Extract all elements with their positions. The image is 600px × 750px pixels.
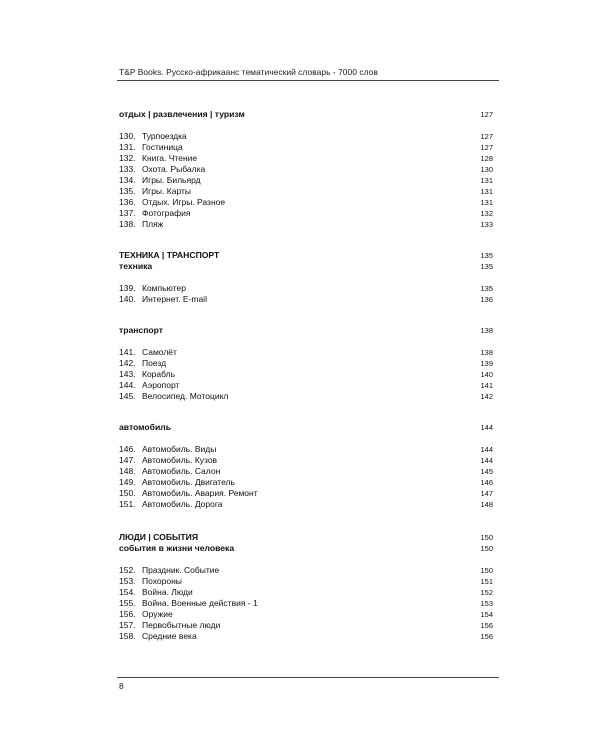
toc-entry	[119, 358, 493, 369]
toc-heading	[119, 250, 493, 261]
entry-page: 146	[480, 478, 493, 487]
entry-title: Корабль	[142, 369, 176, 379]
entry-number: 134.	[119, 175, 136, 185]
toc-entry	[119, 466, 493, 477]
toc-entry	[119, 598, 493, 609]
entry-title: Фотография	[142, 208, 191, 218]
entry-page: 154	[480, 610, 493, 619]
toc-entry	[119, 444, 493, 455]
page-number: 8	[119, 681, 124, 691]
entry-page: 131	[480, 176, 493, 185]
heading-page: 150	[480, 544, 493, 553]
heading-page: 138	[480, 326, 493, 335]
toc-entry	[119, 477, 493, 488]
entry-number: 157.	[119, 620, 136, 630]
entry-page: 131	[480, 187, 493, 196]
toc-heading	[119, 422, 493, 433]
heading-label: события в жизни человека	[119, 543, 235, 553]
entry-title: Велосипед. Мотоцикл	[142, 391, 229, 401]
entry-title: Аэропорт	[142, 380, 180, 390]
footer-rule	[117, 677, 499, 678]
entry-page: 128	[480, 154, 493, 163]
toc-heading	[119, 325, 493, 336]
entry-title: Средние века	[142, 631, 197, 641]
toc-entry	[119, 455, 493, 466]
entry-page: 139	[480, 359, 493, 368]
toc-entry	[119, 587, 493, 598]
entry-number: 137.	[119, 208, 136, 218]
toc-entry	[119, 620, 493, 631]
entry-number: 138.	[119, 219, 136, 229]
toc-entry	[119, 294, 493, 305]
entry-title: Война. Люди	[142, 587, 193, 597]
entry-number: 155.	[119, 598, 136, 608]
entry-title: Пляж	[142, 219, 164, 229]
toc-entry	[119, 153, 493, 164]
toc-entry	[119, 219, 493, 230]
entry-title: Оружие	[142, 609, 173, 619]
heading-label: транспорт	[119, 325, 163, 335]
running-header: T&P Books. Русско-африкаанс тематический словарь - 7000 слов	[119, 67, 378, 77]
entry-page: 127	[480, 132, 493, 141]
entry-number: 156.	[119, 609, 136, 619]
entry-number: 143.	[119, 369, 136, 379]
toc-entry	[119, 175, 493, 186]
entry-number: 133.	[119, 164, 136, 174]
toc-entry	[119, 499, 493, 510]
entry-number: 153.	[119, 576, 136, 586]
entry-title: Поезд	[142, 358, 167, 368]
heading-page: 127	[480, 110, 493, 119]
entry-page: 144	[480, 456, 493, 465]
heading-label: отдых | развлечения | туризм	[119, 109, 245, 119]
entry-page: 145	[480, 467, 493, 476]
toc-entry	[119, 164, 493, 175]
entry-page: 127	[480, 143, 493, 152]
heading-label: автомобиль	[119, 422, 172, 432]
entry-number: 131.	[119, 142, 136, 152]
entry-number: 144.	[119, 380, 136, 390]
entry-title: Интернет. E-mail	[142, 294, 207, 304]
toc-entry	[119, 186, 493, 197]
toc-entry	[119, 197, 493, 208]
entry-title: Отдых. Игры. Разное	[142, 197, 226, 207]
toc-entry	[119, 283, 493, 294]
entry-number: 145.	[119, 391, 136, 401]
heading-label: ЛЮДИ | СОБЫТИЯ	[119, 532, 199, 542]
toc-entry	[119, 131, 493, 142]
entry-title: Автомобиль. Двигатель	[142, 477, 235, 487]
entry-title: Самолёт	[142, 347, 177, 357]
entry-number: 147.	[119, 455, 136, 465]
entry-title: Игры. Бильярд	[142, 175, 201, 185]
entry-page: 156	[480, 632, 493, 641]
entry-page: 141	[480, 381, 493, 390]
heading-page: 135	[480, 251, 493, 260]
entry-title: Охота. Рыбалка	[142, 164, 206, 174]
heading-label: ТЕХНИКА | ТРАНСПОРТ	[119, 250, 220, 260]
toc-heading	[119, 532, 493, 543]
entry-title: Первобытные люди	[142, 620, 221, 630]
entry-title: Турпоездка	[142, 131, 187, 141]
entry-number: 136.	[119, 197, 136, 207]
entry-number: 152.	[119, 565, 136, 575]
entry-page: 135	[480, 284, 493, 293]
heading-page: 150	[480, 533, 493, 542]
entry-number: 146.	[119, 444, 136, 454]
toc-heading	[119, 109, 493, 120]
entry-number: 151.	[119, 499, 136, 509]
entry-page: 138	[480, 348, 493, 357]
entry-number: 148.	[119, 466, 136, 476]
entry-number: 139.	[119, 283, 136, 293]
entry-page: 130	[480, 165, 493, 174]
entry-page: 156	[480, 621, 493, 630]
entry-page: 133	[480, 220, 493, 229]
entry-page: 152	[480, 588, 493, 597]
toc-entry	[119, 565, 493, 576]
toc-entry	[119, 208, 493, 219]
entry-title: Автомобиль. Дорога	[142, 499, 223, 509]
entry-page: 142	[480, 392, 493, 401]
toc-entry	[119, 347, 493, 358]
entry-title: Похороны	[142, 576, 182, 586]
entry-title: Автомобиль. Виды	[142, 444, 217, 454]
heading-page: 135	[480, 262, 493, 271]
entry-page: 147	[480, 489, 493, 498]
entry-title: Праздник. Событие	[142, 565, 220, 575]
toc-entry	[119, 488, 493, 499]
header-rule	[117, 80, 499, 81]
heading-page: 144	[480, 423, 493, 432]
toc-entry	[119, 391, 493, 402]
toc-entry	[119, 609, 493, 620]
entry-number: 158.	[119, 631, 136, 641]
entry-title: Автомобиль. Авария. Ремонт	[142, 488, 258, 498]
entry-page: 153	[480, 599, 493, 608]
entry-number: 141.	[119, 347, 136, 357]
toc-entry	[119, 369, 493, 380]
entry-number: 142.	[119, 358, 136, 368]
entry-number: 132.	[119, 153, 136, 163]
entry-title: Гостиница	[142, 142, 183, 152]
toc-entry	[119, 142, 493, 153]
entry-page: 151	[480, 577, 493, 586]
entry-page: 148	[480, 500, 493, 509]
entry-title: Игры. Карты	[142, 186, 191, 196]
entry-number: 150.	[119, 488, 136, 498]
entry-page: 150	[480, 566, 493, 575]
entry-number: 154.	[119, 587, 136, 597]
entry-page: 131	[480, 198, 493, 207]
heading-label: техника	[119, 261, 153, 271]
entry-number: 130.	[119, 131, 136, 141]
entry-number: 140.	[119, 294, 136, 304]
entry-number: 135.	[119, 186, 136, 196]
entry-page: 136	[480, 295, 493, 304]
entry-title: Книга. Чтение	[142, 153, 198, 163]
entry-page: 132	[480, 209, 493, 218]
toc-entry	[119, 631, 493, 642]
toc-subheading	[119, 261, 493, 272]
entry-title: Автомобиль. Салон	[142, 466, 221, 476]
toc-entry	[119, 380, 493, 391]
entry-title: Компьютер	[142, 283, 186, 293]
entry-page: 144	[480, 445, 493, 454]
toc-entry	[119, 576, 493, 587]
entry-title: Война. Военные действия - 1	[142, 598, 258, 608]
entry-page: 140	[480, 370, 493, 379]
entry-number: 149.	[119, 477, 136, 487]
entry-title: Автомобиль. Кузов	[142, 455, 218, 465]
toc-subheading	[119, 543, 493, 554]
